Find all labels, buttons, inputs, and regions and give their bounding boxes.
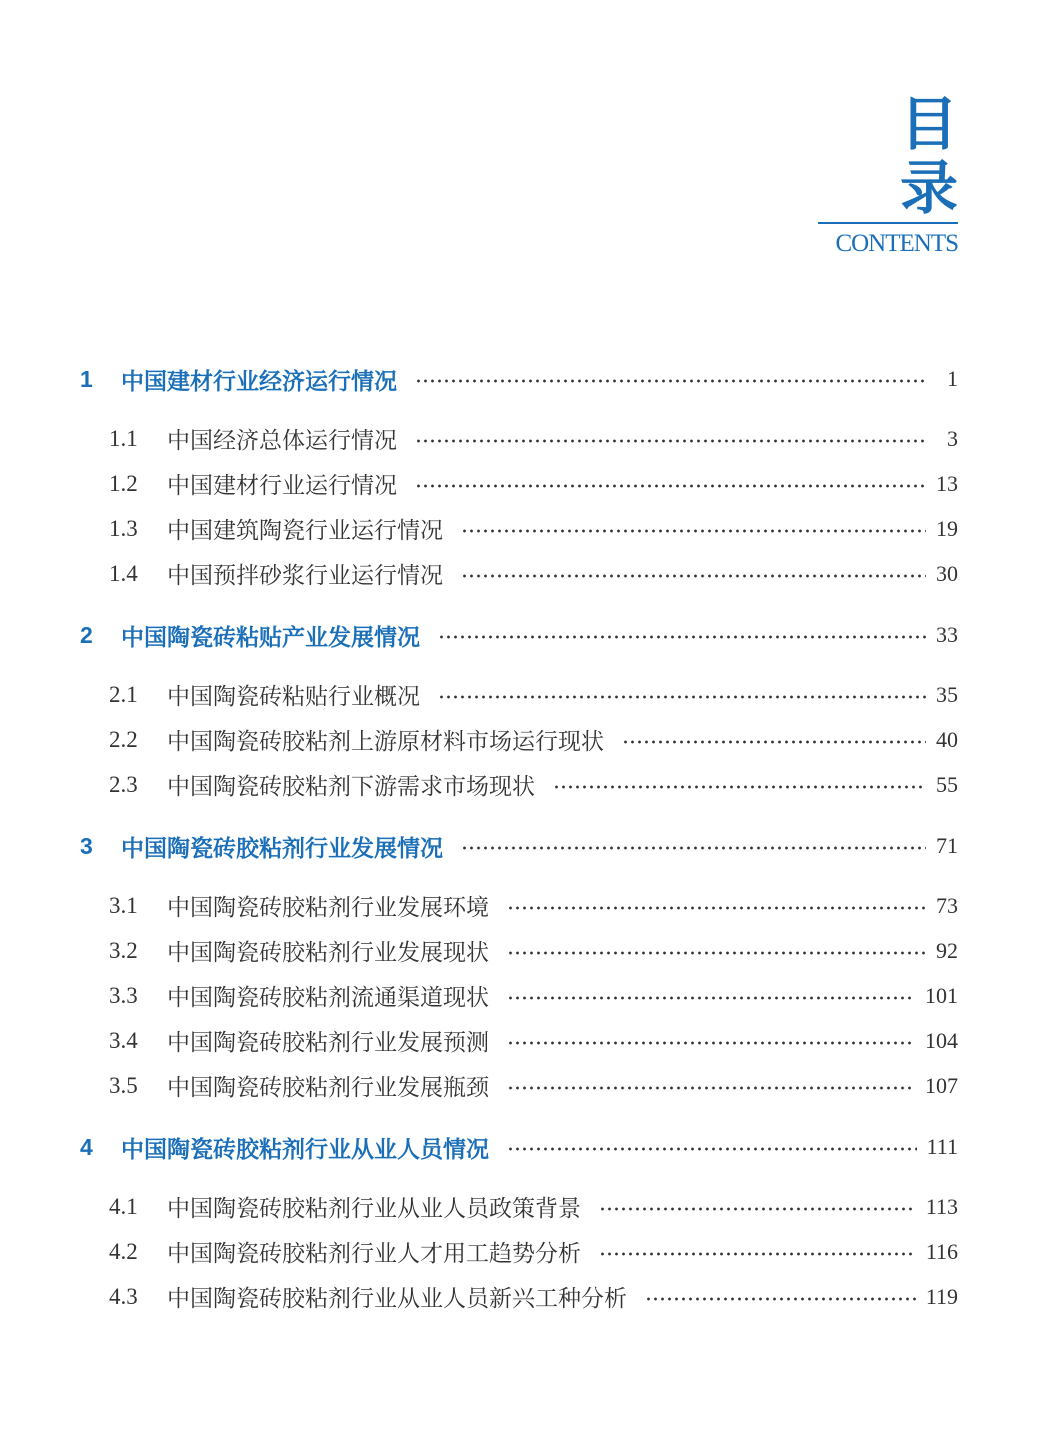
dot-leader <box>553 785 926 789</box>
entry-number: 1.2 <box>109 470 138 496</box>
toc-section-entry[interactable] <box>80 506 958 551</box>
toc-chapter <box>80 823 958 1108</box>
entry-number: 1.1 <box>109 425 138 451</box>
entry-title: 中国陶瓷砖胶粘剂流通渠道现状 <box>167 985 489 1011</box>
toc-section-entry[interactable] <box>80 1063 958 1108</box>
entry-page-number: 30 <box>936 560 958 586</box>
toc-section-entry[interactable] <box>80 1184 958 1229</box>
entry-title: 中国陶瓷砖粘贴行业概况 <box>167 684 420 710</box>
entry-title: 中国陶瓷砖胶粘剂行业从业人员政策背景 <box>167 1196 581 1222</box>
toc-section-entry[interactable] <box>80 551 958 596</box>
entry-number: 3.2 <box>109 937 138 963</box>
entry-page-number: 73 <box>936 892 958 918</box>
toc-section-entry[interactable] <box>80 973 958 1018</box>
entry-page-number: 40 <box>936 726 958 752</box>
entry-number: 4.1 <box>109 1193 138 1219</box>
entry-page-number: 3 <box>947 425 958 451</box>
page-subtitle: CONTENTS <box>835 230 958 257</box>
entry-title: 中国陶瓷砖胶粘剂行业发展现状 <box>167 940 489 966</box>
entry-page-number: 116 <box>925 1238 958 1264</box>
dot-leader <box>461 846 926 850</box>
toc-chapter <box>80 612 958 807</box>
toc-chapter-entry[interactable] <box>80 356 958 402</box>
toc-header <box>798 90 988 258</box>
entry-number: 3.4 <box>109 1027 138 1053</box>
entry-number: 3 <box>80 832 93 859</box>
toc-section-entry[interactable] <box>80 928 958 973</box>
entry-title: 中国陶瓷砖粘贴产业发展情况 <box>121 624 420 651</box>
entry-page-number: 104 <box>925 1027 958 1053</box>
toc-section-entry[interactable] <box>80 717 958 762</box>
toc-section-entry[interactable] <box>80 1274 958 1319</box>
dot-leader <box>599 1207 916 1211</box>
dot-leader <box>507 1147 917 1151</box>
toc-chapter <box>80 356 958 596</box>
entry-page-number: 1 <box>947 366 958 391</box>
toc-chapter-entry[interactable] <box>80 823 958 869</box>
entry-page-number: 101 <box>925 982 958 1008</box>
dot-leader <box>415 379 928 383</box>
entry-page-number: 19 <box>936 515 958 541</box>
entry-title: 中国陶瓷砖胶粘剂行业从业人员情况 <box>121 1136 489 1163</box>
entry-page-number: 13 <box>936 470 958 496</box>
entry-title: 中国陶瓷砖胶粘剂行业发展情况 <box>121 835 443 862</box>
dot-leader <box>507 906 926 910</box>
dot-leader <box>461 574 926 578</box>
entry-page-number: 33 <box>936 622 958 647</box>
page-title: 目 录 <box>899 90 988 222</box>
entry-number: 1 <box>80 365 93 392</box>
entry-page-number: 111 <box>926 1134 958 1159</box>
entry-page-number: 55 <box>936 771 958 797</box>
entry-title: 中国陶瓷砖胶粘剂行业从业人员新兴工种分析 <box>167 1286 627 1312</box>
entry-page-number: 92 <box>936 937 958 963</box>
entry-number: 1.3 <box>109 515 138 541</box>
entry-page-number: 35 <box>936 681 958 707</box>
dot-leader <box>507 951 926 955</box>
entry-number: 4 <box>80 1133 93 1160</box>
entry-title: 中国预拌砂浆行业运行情况 <box>167 563 443 589</box>
toc-section-entry[interactable] <box>80 762 958 807</box>
dot-leader <box>507 1041 915 1045</box>
entry-number: 3.5 <box>109 1072 138 1098</box>
entry-title: 中国陶瓷砖胶粘剂行业发展预测 <box>167 1030 489 1056</box>
toc-section-entry[interactable] <box>80 883 958 928</box>
entry-title: 中国经济总体运行情况 <box>167 428 397 454</box>
toc-section-entry[interactable] <box>80 461 958 506</box>
toc-section-entry[interactable] <box>80 672 958 717</box>
entry-title: 中国陶瓷砖胶粘剂行业发展环境 <box>167 895 489 921</box>
dot-leader <box>438 695 926 699</box>
entry-title: 中国建材行业运行情况 <box>167 473 397 499</box>
entry-title: 中国建材行业经济运行情况 <box>121 368 397 395</box>
dot-leader <box>415 484 926 488</box>
entry-number: 3.3 <box>109 982 138 1008</box>
dot-leader <box>645 1297 916 1301</box>
dot-leader <box>461 529 926 533</box>
entry-page-number: 119 <box>925 1283 958 1309</box>
entry-page-number: 113 <box>925 1193 958 1219</box>
toc-chapter-entry[interactable] <box>80 1124 958 1170</box>
toc-section-entry[interactable] <box>80 1018 958 1063</box>
entry-number: 2.3 <box>109 771 138 797</box>
entry-number: 2.2 <box>109 726 138 752</box>
dot-leader <box>599 1252 916 1256</box>
entry-page-number: 107 <box>925 1072 958 1098</box>
dot-leader <box>415 439 928 443</box>
toc-section-entry[interactable] <box>80 416 958 461</box>
dot-leader <box>622 740 926 744</box>
entry-page-number: 71 <box>936 833 958 858</box>
dot-leader <box>438 635 926 639</box>
toc-chapter-entry[interactable] <box>80 612 958 658</box>
table-of-contents <box>80 356 958 1335</box>
entry-number: 4.3 <box>109 1283 138 1309</box>
entry-number: 2 <box>80 621 93 648</box>
entry-title: 中国陶瓷砖胶粘剂上游原材料市场运行现状 <box>167 729 604 755</box>
entry-number: 3.1 <box>109 892 138 918</box>
entry-title: 中国陶瓷砖胶粘剂行业人才用工趋势分析 <box>167 1241 581 1267</box>
entry-number: 4.2 <box>109 1238 138 1264</box>
toc-chapter <box>80 1124 958 1319</box>
entry-title: 中国陶瓷砖胶粘剂行业发展瓶颈 <box>167 1075 489 1101</box>
entry-title: 中国建筑陶瓷行业运行情况 <box>167 518 443 544</box>
entry-title: 中国陶瓷砖胶粘剂下游需求市场现状 <box>167 774 535 800</box>
toc-section-entry[interactable] <box>80 1229 958 1274</box>
dot-leader <box>507 996 915 1000</box>
entry-number: 2.1 <box>109 681 138 707</box>
title-divider <box>818 222 958 224</box>
entry-number: 1.4 <box>109 560 138 586</box>
dot-leader <box>507 1086 915 1090</box>
